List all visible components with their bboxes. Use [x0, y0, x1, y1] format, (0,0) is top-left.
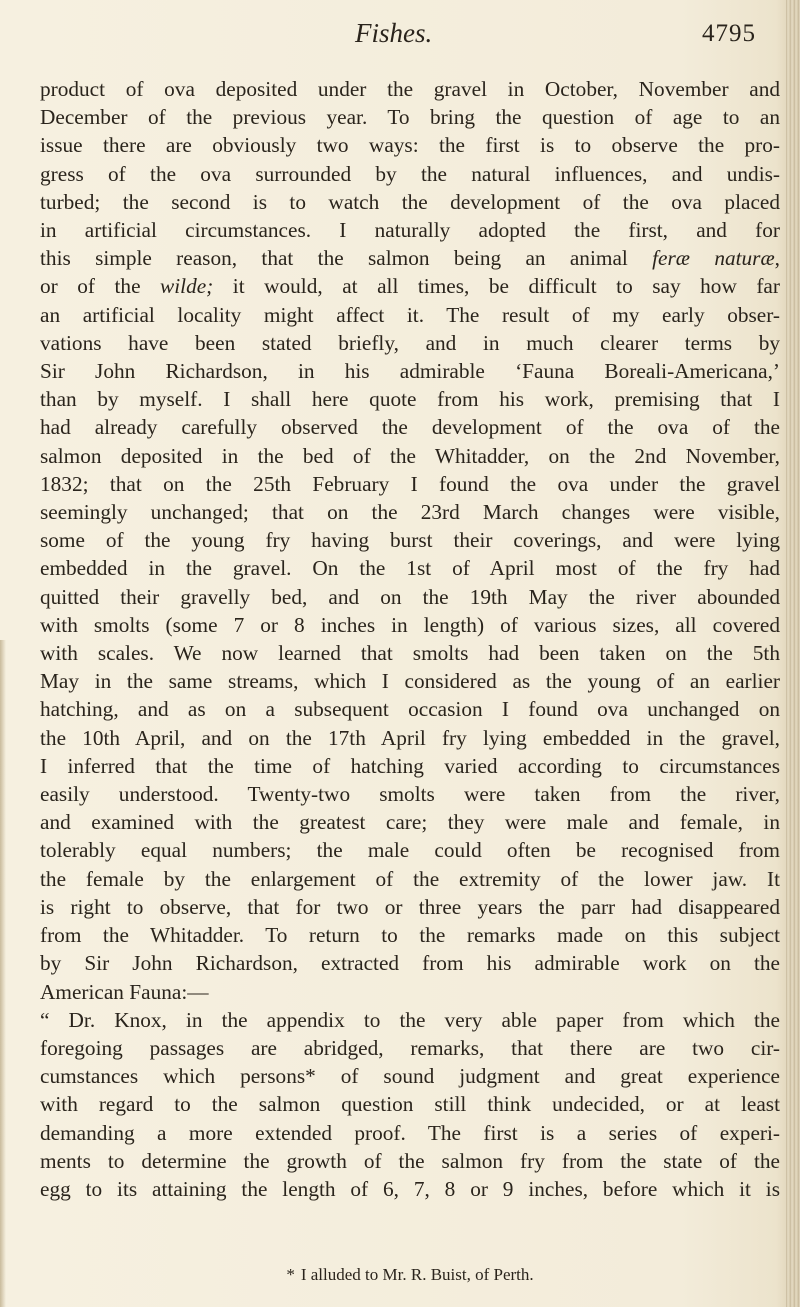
text-line: easily understood. Twenty-two smolts were taken from the river, — [40, 782, 780, 807]
footnote-marker: * — [286, 1265, 295, 1284]
text-line: May in the same streams, which I considered as the young of an earlier — [40, 669, 780, 694]
text-line: than by myself. I shall here quote from his work, premising that I — [40, 387, 780, 412]
text-line: salmon deposited in the bed of the Whitadder, on the 2nd November, — [40, 443, 780, 468]
footnote-text: I alluded to Mr. R. Buist, of Perth. — [300, 1265, 534, 1284]
text-line: an artificial locality might affect it. The result of my early obser- — [40, 302, 780, 327]
text-line: hatching, and as on a subsequent occasion I found ova unchanged on — [40, 697, 780, 722]
text-line: some of the young fry having burst their coverings, and were lying — [40, 528, 780, 553]
running-head — [0, 18, 800, 58]
running-title: Fishes. — [355, 18, 433, 48]
binding-shadow — [0, 640, 6, 1307]
text-line: turbed; the second is to watch the development of the ova placed — [40, 189, 780, 214]
text-line: is right to observe, that for two or three years the parr had disappeared — [40, 894, 780, 919]
body-text — [40, 75, 780, 1203]
text-line: quitted their gravelly bed, and on the 19th May the river abounded — [40, 584, 780, 609]
text-line: vations have been stated briefly, and in much clearer terms by — [40, 330, 780, 355]
text-line: egg to its attaining the length of 6, 7, 8 or 9 inches, before which it is — [40, 1176, 780, 1201]
page-edge-shadow — [786, 0, 800, 1307]
text-line: tolerably equal numbers; the male could often be recognised from — [40, 838, 780, 863]
text-line: with scales. We now learned that smolts had been taken on the 5th — [40, 641, 780, 666]
text-line: “ Dr. Knox, in the appendix to the very able paper from which the — [40, 1007, 780, 1032]
text-line: with smolts (some 7 or 8 inches in length) of various sizes, all covered — [40, 612, 780, 637]
text-line: embedded in the gravel. On the 1st of April most of the fry had — [40, 556, 780, 581]
text-line: by Sir John Richardson, extracted from his admirable work on the — [40, 951, 780, 976]
text-line: this simple reason, that the salmon being an animal feræ naturæ, — [40, 246, 780, 271]
text-line: with regard to the salmon question still think undecided, or at least — [40, 1092, 780, 1117]
text-line: from the Whitadder. To return to the remarks made on this subject — [40, 923, 780, 948]
text-line: American Fauna:— — [40, 979, 209, 1004]
footnote — [40, 1265, 780, 1285]
text-line: the 10th April, and on the 17th April fry lying embedded in the gravel, — [40, 725, 780, 750]
text-line: cumstances which persons* of sound judgment and great experience — [40, 1064, 780, 1089]
text-line: the female by the enlargement of the extremity of the lower jaw. It — [40, 866, 780, 891]
text-line: demanding a more extended proof. The first is a series of experi- — [40, 1120, 780, 1145]
text-line: or of the wilde; it would, at all times, be difficult to say how far — [40, 274, 780, 299]
page-number: 4795 — [702, 20, 756, 47]
text-line: 1832; that on the 25th February I found the ova under the gravel — [40, 471, 780, 496]
text-line: product of ova deposited under the gravel in October, November and — [40, 77, 780, 101]
text-line: seemingly unchanged; that on the 23rd March changes were visible, — [40, 500, 780, 525]
text-line: had already carefully observed the development of the ova of the — [40, 415, 780, 440]
text-line: Sir John Richardson, in his admirable ‘Fauna Boreali-Americana,’ — [40, 359, 780, 384]
text-line: I inferred that the time of hatching varied according to circumstances — [40, 753, 780, 778]
text-line: foregoing passages are abridged, remarks, that there are two cir- — [40, 1035, 780, 1060]
text-line: and examined with the greatest care; they were male and female, in — [40, 810, 780, 835]
text-line: gress of the ova surrounded by the natural influences, and undis- — [40, 161, 780, 186]
text-line: in artificial circumstances. I naturally adopted the first, and for — [40, 218, 780, 243]
text-line: ments to determine the growth of the salmon fry from the state of the — [40, 1148, 780, 1173]
text-line: December of the previous year. To bring the question of age to an — [40, 105, 780, 130]
text-line: issue there are obviously two ways: the first is to observe the pro- — [40, 133, 780, 158]
